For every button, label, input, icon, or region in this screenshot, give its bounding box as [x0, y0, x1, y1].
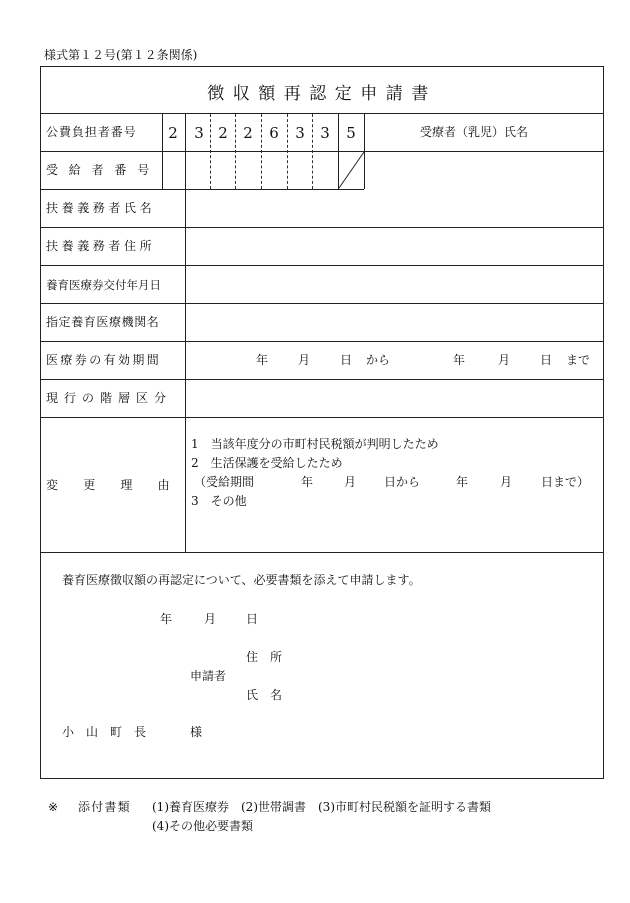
attachments-list-2: (4)その他必要書類	[152, 819, 253, 833]
label-jukyusha-number: 受給者番号	[46, 163, 161, 177]
label-class: 現行の階層区分	[46, 391, 173, 405]
kohi-digit: 2	[243, 124, 253, 142]
kohi-digit: 2	[168, 124, 178, 142]
attachments-list-1: (1)養育医療券 (2)世帯調書 (3)市町村民税額を証明する書類	[152, 800, 491, 814]
recipient-name-field[interactable]	[365, 152, 603, 226]
frame-right	[603, 66, 604, 779]
kohi-check-digit: 5	[346, 124, 356, 142]
date-year: 年	[160, 612, 173, 626]
addressee-sama: 様	[190, 725, 203, 739]
reason-2-month: 月	[344, 475, 357, 489]
validity-from-day: 日	[340, 353, 353, 367]
institution-field[interactable]	[186, 304, 604, 340]
reason-option-2[interactable]: 2 生活保護を受給したため	[191, 456, 343, 470]
kohi-digit: 3	[320, 124, 330, 142]
validity-to-month: 月	[498, 353, 511, 367]
fuyo-address-field[interactable]	[186, 228, 604, 264]
validity-to-year: 年	[453, 353, 466, 367]
reason-option-1[interactable]: 1 当該年度分の市町村民税額が判明したため	[191, 437, 439, 451]
date-day: 日	[246, 612, 259, 626]
label-recipient-name: 受療者（乳児）氏名	[420, 125, 529, 139]
row-divider	[40, 552, 604, 553]
frame-left	[40, 66, 41, 779]
row-divider	[40, 417, 604, 418]
validity-to-day: 日	[540, 353, 553, 367]
label-fuyo-name: 扶養義務者氏名	[46, 201, 156, 215]
reason-2-month: 月	[500, 475, 513, 489]
date-month: 月	[204, 612, 217, 626]
attachments-label: 添付書類	[78, 800, 131, 814]
validity-to-suffix: まで	[566, 353, 591, 367]
label-issue-date: 養育医療券交付年月日	[46, 278, 161, 292]
validity-from-suffix: から	[366, 353, 391, 367]
form-title: 徴収額再認定申請書	[207, 84, 437, 104]
frame-bottom	[40, 778, 604, 779]
reason-2-from: 日から	[384, 475, 421, 489]
attachments-mark: ※	[48, 800, 59, 814]
row-divider	[40, 113, 604, 114]
kohi-digit: 3	[194, 124, 204, 142]
addressee-town: 小 山 町 長	[62, 725, 147, 739]
validity-from-year: 年	[256, 353, 269, 367]
label-fuyo-address: 扶養義務者住所	[46, 239, 156, 253]
frame-top	[40, 66, 604, 67]
reason-2-period-open: （受給期間	[194, 475, 255, 489]
label-institution: 指定養育医療機関名	[46, 315, 160, 329]
reason-option-3[interactable]: 3 その他	[191, 494, 247, 508]
issue-date-field[interactable]	[186, 266, 604, 302]
applicant-label: 申請者	[190, 669, 227, 683]
application-statement: 養育医療徴収額の再認定について、必要書類を添えて申請します。	[62, 573, 421, 587]
label-reason: 変更理由	[46, 478, 195, 492]
applicant-address-label: 住 所	[246, 650, 283, 664]
jukyusha-number-field[interactable]	[186, 152, 338, 188]
reason-2-until: 日まで）	[541, 475, 590, 489]
form-number: 様式第１２号(第１２条関係)	[44, 48, 198, 62]
label-kohi-number: 公費負担者番号	[46, 125, 137, 139]
applicant-name-label: 氏 名	[246, 688, 283, 702]
row-divider	[40, 341, 604, 342]
reason-2-year: 年	[456, 475, 469, 489]
label-validity: 医療券の有効期間	[46, 353, 162, 367]
kohi-digit: 6	[269, 124, 279, 142]
kohi-digit: 2	[218, 124, 228, 142]
check-digit-slash	[338, 151, 365, 189]
kohi-digit: 3	[295, 124, 305, 142]
reason-2-year: 年	[301, 475, 314, 489]
class-field[interactable]	[186, 380, 604, 416]
validity-from-month: 月	[298, 353, 311, 367]
